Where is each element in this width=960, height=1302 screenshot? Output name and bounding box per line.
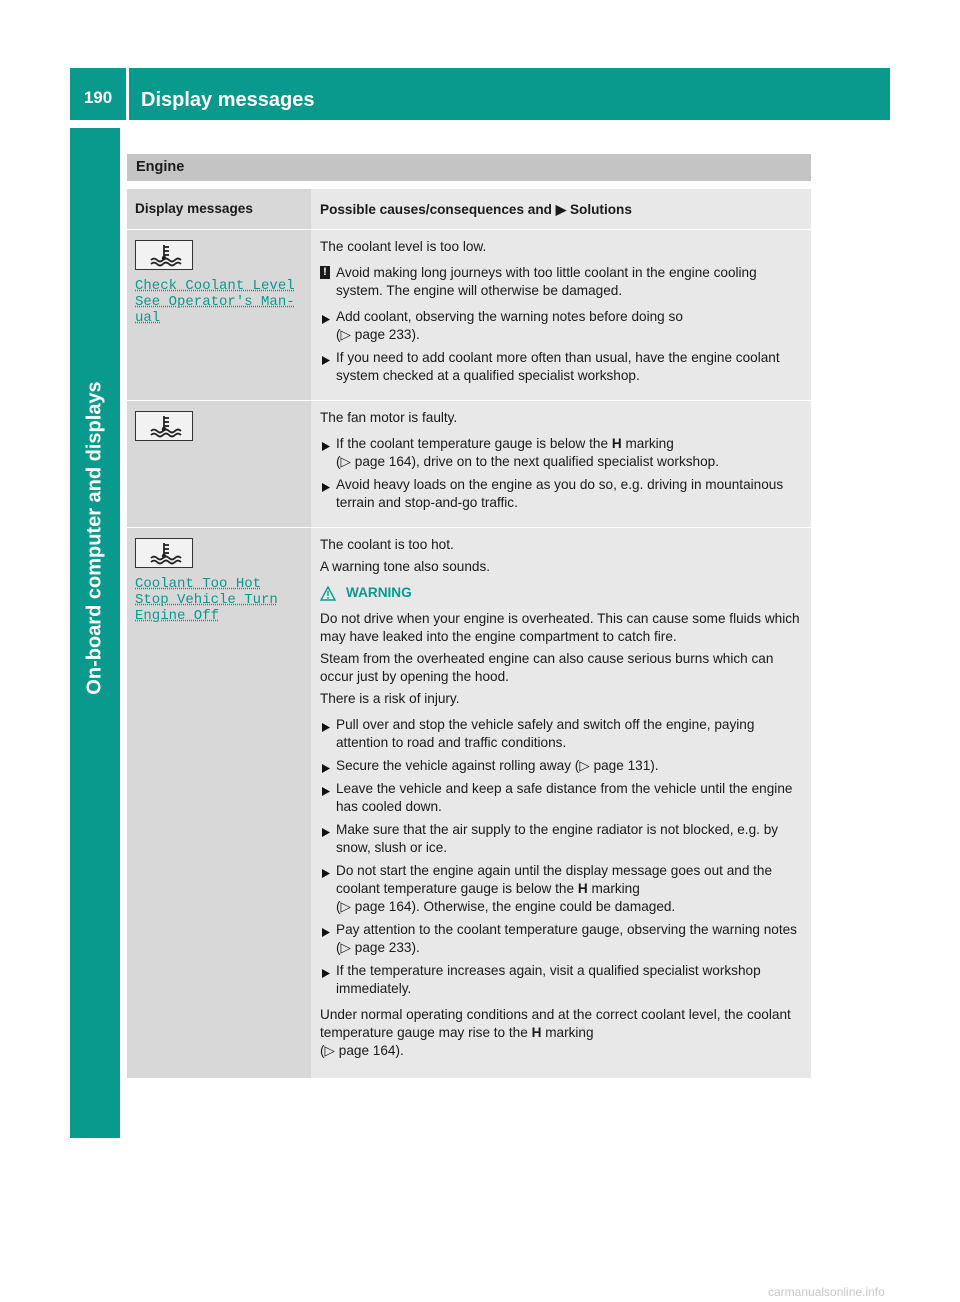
arrow-bullet-icon [321,761,331,779]
coolant-temperature-icon [135,240,193,270]
page-ref-arrow-icon: ▷ [579,758,590,773]
arrow-bullet-icon [321,966,331,984]
message-cell [127,230,311,400]
instruction-item [320,780,805,816]
page-ref-arrow-icon: ▷ [340,327,351,342]
cause-text: A warning tone also sounds. [320,559,491,574]
solution-cell [311,528,811,1078]
header-divider [126,68,129,120]
warning-label: WARNING [346,585,412,600]
instruction-item [320,757,805,775]
arrow-bullet-icon [321,784,331,802]
arrow-bullet-icon [321,480,331,498]
table-row [127,527,811,1078]
instruction-item [320,476,805,512]
solution-cell [311,230,811,400]
cause-text: The coolant level is too low. [320,239,487,254]
instruction-text: Avoid heavy loads on the engine as you do so, e.g. driving in mountainous terrain and stop-and-go traffic. [336,477,784,510]
solution-cell [311,401,811,527]
warning-text: Steam from the overheated engine can also cause serious burns which can occur just by opening the hood. [320,651,774,684]
cause-text: The coolant is too hot. [320,537,454,552]
notice-text: Avoid making long journeys with too little coolant in the engine cooling system. The engine will otherwise be damaged. [336,265,757,298]
instruction-item [320,716,805,752]
page-reference-link[interactable]: page 233). [354,940,420,955]
page-reference-link[interactable]: page 131). [593,758,659,773]
arrow-bullet-icon [321,439,331,457]
gauge-marking: H [611,436,622,451]
table-row [127,229,811,400]
instruction-text: If the temperature increases again, visit a qualified specialist workshop immediately. [336,963,761,996]
arrow-bullet-icon [321,720,331,738]
coolant-temperature-icon [135,538,193,568]
display-message-line: ual [135,310,161,326]
warning-text: There is a risk of injury. [320,691,460,706]
instruction-item: Add coolant, observing the warning notes before doing so (▷ page 233). [320,308,805,344]
display-message-line: Check Coolant Level [135,278,295,294]
solutions-arrow-icon: ▶ [555,202,567,217]
display-message-line: Engine Off [135,608,220,624]
instruction-item [320,349,805,385]
instruction-text: If you need to add coolant more often than usual, have the engine coolant system checked at a qualified specialist workshop. [336,350,780,383]
section-title: Engine [127,154,811,181]
chapter-label: On-board computer and displays [83,381,106,695]
arrow-bullet-icon [321,925,331,943]
page-ref-arrow-icon: ▷ [340,454,351,469]
column-header-causes-text: Possible causes/consequences and [320,202,552,217]
note-text: Under normal operating conditions and at the correct coolant level, the coolant temperature gauge may rise to the H marking (▷ page 164). [320,1007,791,1058]
page-reference-link[interactable]: page 164). [338,1043,404,1058]
watermark: carmanualsonline.info [768,1285,885,1299]
notice [320,264,805,300]
display-message-line: Coolant Too Hot [135,576,262,592]
note-text-part: Under normal operating conditions and at the correct coolant level, the coolant temperature gauge may rise to the [320,1007,791,1040]
message-cell [127,528,311,1078]
instruction-text: If the coolant temperature gauge is below the [336,436,609,451]
page-ref-arrow-icon: ▷ [324,1043,335,1058]
instruction-item [320,821,805,857]
display-message-line: Stop Vehicle Turn [135,592,278,608]
instruction-item: If the coolant temperature gauge is below the H marking (▷ page 164), drive on to the next qualified specialist workshop. [320,435,805,471]
arrow-bullet-icon [321,353,331,371]
column-header-solutions: Solutions [569,202,632,217]
coolant-temperature-icon [135,411,193,441]
instruction-text: marking [625,436,674,451]
warning-text: Do not drive when your engine is overheated. This can cause some fluids which may have leaked into the engine compartment to catch fire. [320,611,800,644]
instruction-item [320,921,805,957]
instruction-text: Leave the vehicle and keep a safe distance from the vehicle until the engine has cooled down. [336,781,793,814]
notice-icon: ! [320,266,330,279]
instruction-text: Pull over and stop the vehicle safely and switch off the engine, paying attention to road and traffic conditions. [336,717,755,750]
column-header-causes [311,189,811,229]
instruction-text: Pay attention to the coolant temperature gauge, observing the warning notes ( [336,922,797,955]
message-cell [127,401,311,527]
instruction-item: Do not start the engine again until the display message goes out and the coolant temperature gauge is below the H marking (▷ page 164). Otherwise, the engine could be damaged. [320,862,805,916]
page-reference-link[interactable]: page 164). Otherwise, the engine could be damaged. [354,899,676,914]
instruction-text: marking [591,881,640,896]
table-row [127,400,811,527]
cause-text: The fan motor is faulty. [320,410,458,425]
gauge-marking: H [531,1025,542,1040]
display-message-line: See Operator's Man- [135,294,295,310]
instruction-text: Do not start the engine again until the display message goes out and the coolant temperature gauge is below the [336,863,773,896]
page-reference-link[interactable]: page 233). [354,327,420,342]
table-header-row [127,189,811,229]
instruction-text: Secure the vehicle against rolling away ( [336,758,580,773]
arrow-bullet-icon [321,866,331,884]
display-messages-table [127,154,811,1078]
page-reference-link[interactable]: page 164), drive on to the next qualified specialist workshop. [354,454,720,469]
chapter-marker-block [70,1080,120,1138]
page-ref-arrow-icon: ▷ [340,899,351,914]
page-title: Display messages [141,89,315,111]
instruction-text: Add coolant, observing the warning notes before doing so [336,309,683,324]
arrow-bullet-icon [321,312,331,330]
warning-heading [320,584,805,602]
note-text-part: marking [545,1025,594,1040]
page-ref-arrow-icon: ▷ [340,940,351,955]
page-number: 190 [83,88,113,107]
arrow-bullet-icon [321,825,331,843]
gauge-marking: H [577,881,588,896]
column-header-messages: Display messages [127,189,311,229]
instruction-item [320,962,805,998]
warning-triangle-icon [320,586,336,601]
instruction-text: Make sure that the air supply to the engine radiator is not blocked, e.g. by snow, slush or ice. [336,822,779,855]
